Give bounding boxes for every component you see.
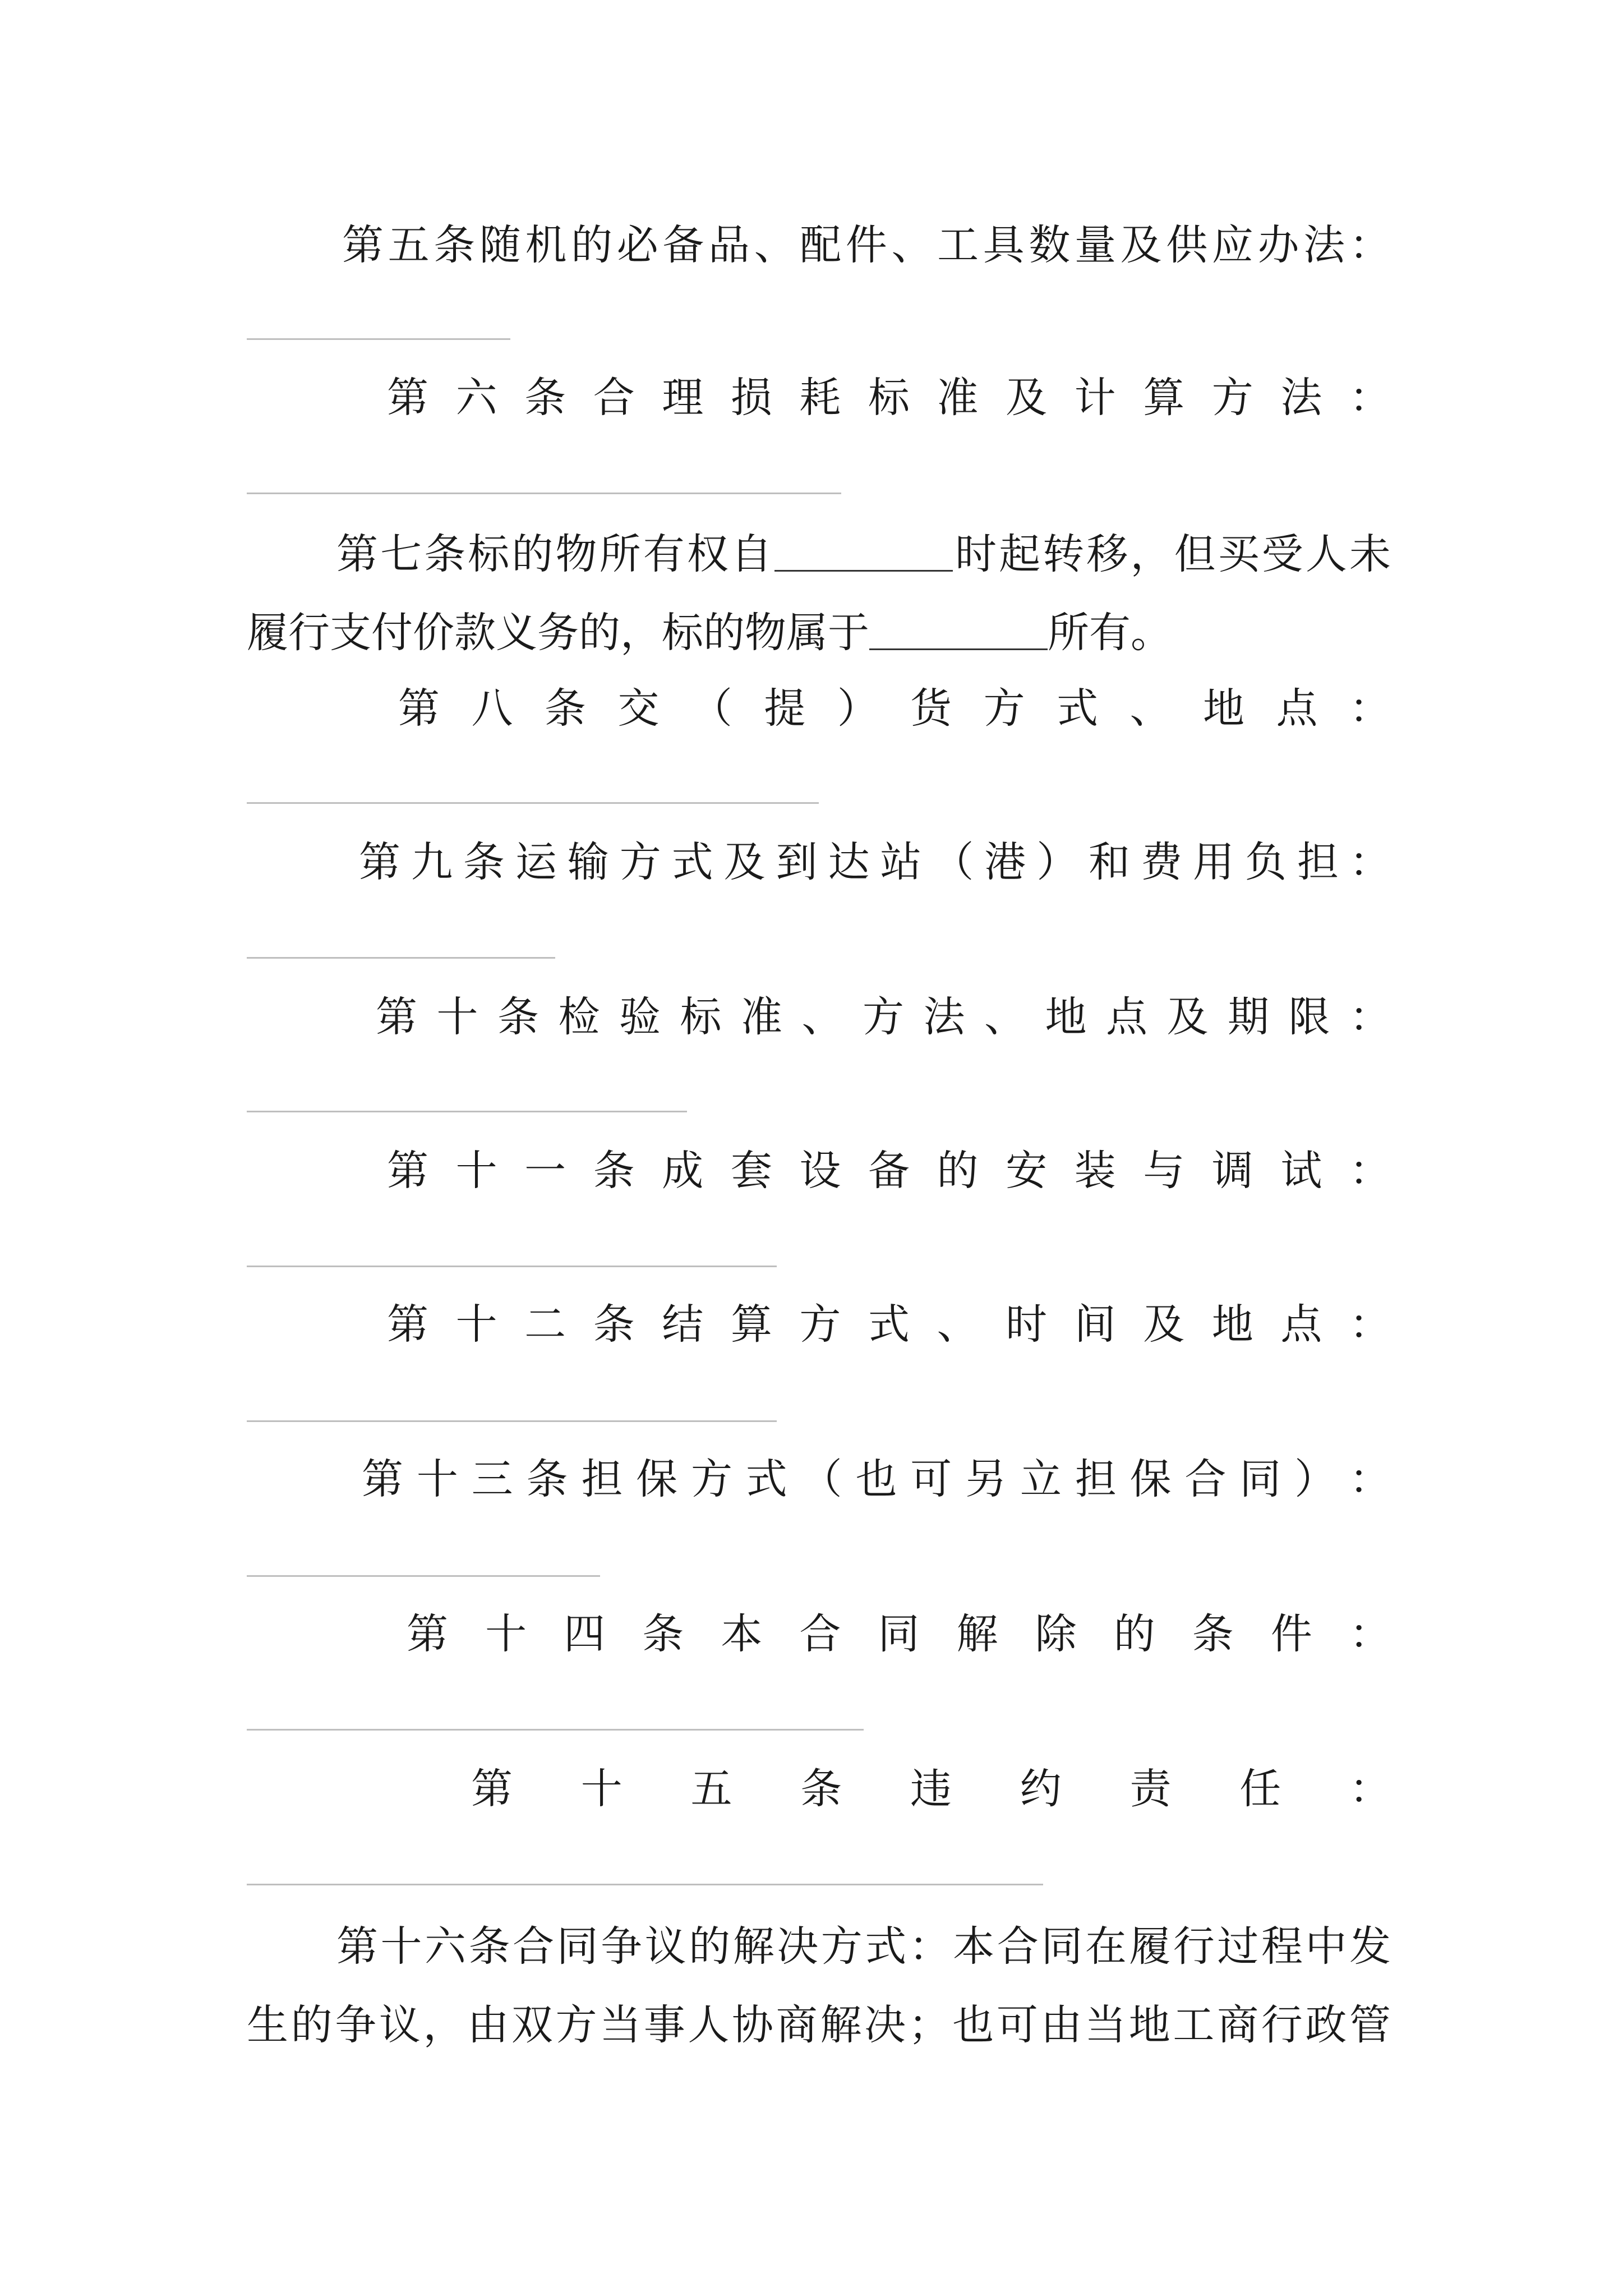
heading-char: 到 bbox=[776, 838, 818, 886]
heading-char: 点 bbox=[1106, 993, 1147, 1041]
heading-char: 交 bbox=[617, 684, 660, 733]
article-15-heading bbox=[471, 1765, 1391, 1813]
heading-char: 和 bbox=[1089, 838, 1131, 886]
heading-char: 保 bbox=[1129, 1455, 1172, 1503]
heading-char: 及 bbox=[1166, 993, 1209, 1041]
article-7-text-a: 第七条标的物所有权自 bbox=[336, 530, 774, 578]
heading-char: ： bbox=[1349, 684, 1391, 733]
heading-char: 第 bbox=[387, 1300, 428, 1349]
heading-char: ： bbox=[1349, 1765, 1391, 1813]
heading-char: 除 bbox=[1035, 1610, 1077, 1658]
article-5-heading bbox=[342, 221, 1391, 269]
heading-char: 负 bbox=[1244, 838, 1287, 886]
article-15-blank[interactable] bbox=[247, 1884, 1043, 1885]
heading-char: 合 bbox=[799, 1610, 841, 1658]
heading-char: 一 bbox=[524, 1147, 566, 1195]
heading-char: （ bbox=[690, 684, 732, 733]
heading-char: 约 bbox=[1020, 1765, 1062, 1813]
heading-char: 十 bbox=[485, 1610, 527, 1658]
heading-char: ） bbox=[1294, 1455, 1336, 1503]
heading-char: 另 bbox=[965, 1455, 1007, 1503]
heading-char: 担 bbox=[1075, 1455, 1117, 1503]
heading-char: 及 bbox=[1120, 221, 1162, 269]
article-7-paragraph bbox=[247, 515, 1391, 672]
heading-char: 与 bbox=[1143, 1147, 1185, 1195]
article-7-text-c: 履行支付价款义务的，标的物属于 bbox=[247, 609, 869, 657]
heading-char: 条 bbox=[642, 1610, 684, 1658]
heading-char: 供 bbox=[1166, 221, 1208, 269]
heading-char: 九 bbox=[411, 838, 453, 886]
heading-char: 五 bbox=[388, 221, 430, 269]
heading-char: 套 bbox=[730, 1147, 772, 1195]
heading-char: 十 bbox=[580, 1765, 623, 1813]
article-16-line-1: 第十六条合同争议的解决方式：本合同在履行过程中发 bbox=[336, 1922, 1391, 1971]
heading-char: 损 bbox=[730, 374, 772, 422]
heading-char: 准 bbox=[937, 374, 979, 422]
heading-char: 及 bbox=[1143, 1300, 1185, 1349]
heading-char: 、 bbox=[891, 221, 933, 269]
article-6-heading bbox=[387, 374, 1391, 422]
heading-char: 条 bbox=[526, 1455, 568, 1503]
heading-char: 成 bbox=[662, 1147, 704, 1195]
heading-char: ： bbox=[1349, 1610, 1391, 1658]
heading-char: 可 bbox=[910, 1455, 952, 1503]
heading-char: 五 bbox=[690, 1765, 732, 1813]
heading-char: 机 bbox=[525, 221, 567, 269]
heading-char: 保 bbox=[636, 1455, 678, 1503]
heading-char: 合 bbox=[1184, 1455, 1227, 1503]
heading-char: 责 bbox=[1129, 1765, 1172, 1813]
article-8-blank[interactable] bbox=[247, 802, 819, 804]
heading-char: 方 bbox=[690, 1455, 732, 1503]
heading-char: 件 bbox=[1270, 1610, 1312, 1658]
heading-char: 准 bbox=[741, 993, 782, 1041]
article-11-heading bbox=[387, 1147, 1391, 1195]
heading-char: 点 bbox=[1276, 684, 1318, 733]
heading-char: 站 bbox=[880, 838, 922, 886]
heading-char: 港 bbox=[984, 838, 1026, 886]
article-16-line-2: 生的争议，由双方当事人协商解决；也可由当地工商行政管 bbox=[247, 2001, 1391, 2049]
heading-char: 式 bbox=[1057, 684, 1099, 733]
heading-char: 式 bbox=[671, 838, 713, 886]
heading-char: 地 bbox=[1211, 1300, 1253, 1349]
heading-char: 式 bbox=[868, 1300, 910, 1349]
heading-char: 也 bbox=[855, 1455, 897, 1503]
heading-char: 检 bbox=[558, 993, 600, 1041]
heading-char: 备 bbox=[662, 221, 704, 269]
heading-char: 试 bbox=[1280, 1147, 1322, 1195]
heading-char: 标 bbox=[680, 993, 722, 1041]
heading-char: 担 bbox=[581, 1455, 623, 1503]
article-7-blank-date[interactable] bbox=[774, 536, 953, 572]
heading-char: 第 bbox=[342, 221, 384, 269]
heading-char: 算 bbox=[730, 1300, 772, 1349]
heading-char: 配 bbox=[800, 221, 842, 269]
article-11-blank[interactable] bbox=[247, 1266, 777, 1267]
heading-char: 备 bbox=[868, 1147, 910, 1195]
heading-char: 、 bbox=[984, 993, 1026, 1041]
heading-char: 第 bbox=[376, 993, 417, 1041]
heading-char: 运 bbox=[515, 838, 557, 886]
article-13-heading bbox=[362, 1455, 1391, 1503]
heading-char: 提 bbox=[764, 684, 806, 733]
heading-char: 第 bbox=[471, 1765, 513, 1813]
heading-char: 十 bbox=[436, 993, 478, 1041]
heading-char: 违 bbox=[910, 1765, 952, 1813]
heading-char: 的 bbox=[571, 221, 613, 269]
heading-char: 条 bbox=[593, 1147, 635, 1195]
article-12-heading bbox=[387, 1300, 1391, 1349]
article-7-line-1 bbox=[247, 515, 1391, 593]
heading-char: 方 bbox=[1211, 374, 1253, 422]
heading-char: 、 bbox=[801, 993, 843, 1041]
heading-char: 期 bbox=[1228, 993, 1269, 1041]
heading-char: 及 bbox=[723, 838, 766, 886]
heading-char: 十 bbox=[455, 1147, 497, 1195]
heading-char: 安 bbox=[1006, 1147, 1048, 1195]
article-14-heading bbox=[407, 1610, 1391, 1658]
heading-char: 时 bbox=[1006, 1300, 1048, 1349]
heading-char: 设 bbox=[799, 1147, 841, 1195]
heading-char: 的 bbox=[1113, 1610, 1155, 1658]
article-8-heading bbox=[398, 684, 1391, 733]
heading-char: 具 bbox=[983, 221, 1025, 269]
heading-char: 条 bbox=[497, 993, 539, 1041]
heading-char: 点 bbox=[1280, 1300, 1322, 1349]
heading-char: 同 bbox=[1239, 1455, 1281, 1503]
article-5-blank[interactable] bbox=[247, 338, 510, 340]
article-13-blank[interactable] bbox=[247, 1575, 600, 1577]
heading-char: 本 bbox=[721, 1610, 763, 1658]
heading-char: 地 bbox=[1202, 684, 1244, 733]
heading-char: 量 bbox=[1075, 221, 1116, 269]
heading-char: 调 bbox=[1211, 1147, 1253, 1195]
heading-char: 第 bbox=[359, 838, 400, 886]
heading-char: 耗 bbox=[799, 374, 841, 422]
article-7-text-d: 所有。 bbox=[1048, 609, 1172, 657]
heading-char: （ bbox=[932, 838, 974, 886]
heading-char: 三 bbox=[471, 1455, 513, 1503]
heading-char: 间 bbox=[1074, 1300, 1116, 1349]
heading-char: 计 bbox=[1074, 374, 1116, 422]
heading-char: 合 bbox=[593, 374, 635, 422]
heading-char: 第 bbox=[387, 1147, 428, 1195]
heading-char: 条 bbox=[463, 838, 505, 886]
article-12-blank[interactable] bbox=[247, 1420, 777, 1422]
heading-char: 限 bbox=[1288, 993, 1330, 1041]
heading-char: 第 bbox=[407, 1610, 448, 1658]
heading-char: 及 bbox=[1006, 374, 1048, 422]
article-10-heading bbox=[376, 993, 1391, 1041]
heading-char: 同 bbox=[878, 1610, 920, 1658]
heading-char: 条 bbox=[800, 1765, 842, 1813]
heading-char: ： bbox=[1349, 221, 1391, 269]
heading-char: 条 bbox=[544, 684, 586, 733]
heading-char: 装 bbox=[1074, 1147, 1116, 1195]
heading-char: 件 bbox=[845, 221, 887, 269]
heading-char: 办 bbox=[1257, 221, 1299, 269]
heading-char: 担 bbox=[1297, 838, 1339, 886]
heading-char: 十 bbox=[416, 1455, 458, 1503]
heading-char: 解 bbox=[956, 1610, 998, 1658]
heading-char: 条 bbox=[434, 221, 476, 269]
heading-char: 二 bbox=[524, 1300, 566, 1349]
heading-char: 条 bbox=[524, 374, 566, 422]
heading-char: 算 bbox=[1143, 374, 1185, 422]
heading-char: 条 bbox=[593, 1300, 635, 1349]
heading-char: 第 bbox=[387, 374, 428, 422]
heading-char: 十 bbox=[455, 1300, 497, 1349]
heading-char: ） bbox=[1036, 838, 1078, 886]
heading-char: 数 bbox=[1029, 221, 1071, 269]
heading-char: （ bbox=[800, 1455, 842, 1503]
heading-char: ： bbox=[1349, 993, 1391, 1041]
heading-char: ： bbox=[1349, 1455, 1391, 1503]
heading-char: 法 bbox=[923, 993, 965, 1041]
heading-char: 第 bbox=[362, 1455, 403, 1503]
heading-char: 式 bbox=[745, 1455, 787, 1503]
heading-char: 必 bbox=[616, 221, 658, 269]
article-9-blank[interactable] bbox=[247, 957, 555, 959]
article-7-blank-owner[interactable] bbox=[869, 615, 1048, 650]
heading-char: 理 bbox=[662, 374, 704, 422]
heading-char: 用 bbox=[1193, 838, 1234, 886]
heading-char: 品 bbox=[708, 221, 750, 269]
heading-char: 标 bbox=[868, 374, 910, 422]
heading-char: 八 bbox=[471, 684, 513, 733]
heading-char: 法 bbox=[1280, 374, 1322, 422]
heading-char: 、 bbox=[937, 1300, 979, 1349]
heading-char: 方 bbox=[863, 993, 904, 1041]
article-10-blank[interactable] bbox=[247, 1111, 687, 1112]
heading-char: 达 bbox=[828, 838, 870, 886]
heading-char: 、 bbox=[1129, 684, 1172, 733]
heading-char: 任 bbox=[1239, 1765, 1281, 1813]
heading-char: 工 bbox=[937, 221, 979, 269]
heading-char: ： bbox=[1349, 1300, 1391, 1349]
heading-char: 结 bbox=[662, 1300, 704, 1349]
heading-char: 六 bbox=[455, 374, 497, 422]
heading-char: 法 bbox=[1303, 221, 1345, 269]
heading-char: 条 bbox=[1192, 1610, 1234, 1658]
heading-char: ： bbox=[1349, 374, 1391, 422]
article-9-heading bbox=[359, 838, 1391, 886]
article-16-paragraph bbox=[247, 1907, 1391, 2064]
heading-char: 地 bbox=[1045, 993, 1087, 1041]
article-7-text-b: 时起转移，但买受人未 bbox=[953, 530, 1391, 578]
heading-char: ： bbox=[1349, 838, 1391, 886]
heading-char: ： bbox=[1349, 1147, 1391, 1195]
heading-char: 方 bbox=[799, 1300, 841, 1349]
heading-char: 、 bbox=[754, 221, 796, 269]
heading-char: ） bbox=[837, 684, 879, 733]
heading-char: 费 bbox=[1141, 838, 1183, 886]
heading-char: 方 bbox=[619, 838, 661, 886]
heading-char: 立 bbox=[1020, 1455, 1062, 1503]
article-14-blank[interactable] bbox=[247, 1729, 864, 1731]
article-6-blank[interactable] bbox=[247, 493, 841, 494]
heading-char: 应 bbox=[1211, 221, 1253, 269]
article-7-line-2 bbox=[247, 593, 1391, 672]
heading-char: 的 bbox=[937, 1147, 979, 1195]
heading-char: 输 bbox=[567, 838, 609, 886]
heading-char: 验 bbox=[619, 993, 661, 1041]
heading-char: 随 bbox=[479, 221, 521, 269]
heading-char: 四 bbox=[564, 1610, 606, 1658]
heading-char: 货 bbox=[910, 684, 952, 733]
heading-char: 方 bbox=[983, 684, 1025, 733]
heading-char: 第 bbox=[398, 684, 440, 733]
